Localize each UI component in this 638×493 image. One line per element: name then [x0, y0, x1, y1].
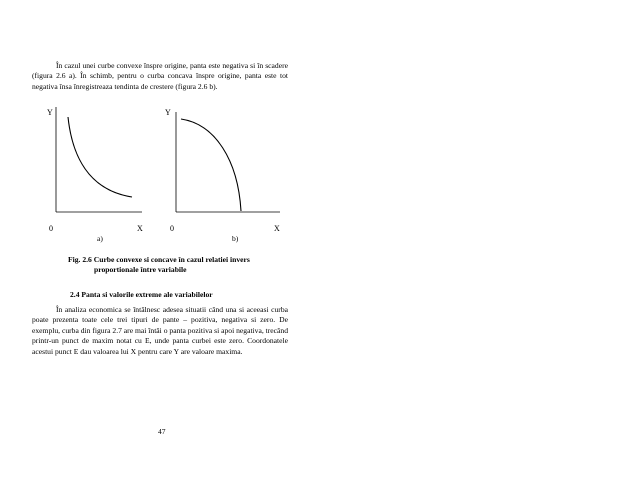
- section-heading: 2.4 Panta si valorile extreme ale variabilelor: [70, 290, 213, 299]
- left-origin-label: 0: [49, 224, 53, 233]
- body-paragraph: În analiza economica se întâlnesc adesea situatii când una si aceeasi curba poate prezenta toate cele trei tipuri de pante – pozitiva, negativa si zero. De exemplu, curba din figura 2.7 are mai întâi o panta pozitiva si apoi negativa, trecând printr-un punct de maxim notat cu E, unde panta curbei este zero. Coordonatele acestui punct E dau valoarea lui X pentru care Y are valoare maxima.: [32, 305, 288, 356]
- right-x-axis-label: X: [274, 224, 280, 233]
- concave-curve: [181, 119, 241, 211]
- left-y-axis-label: Y: [47, 108, 53, 117]
- left-sublabel: a): [97, 234, 103, 243]
- caption-line-1: Fig. 2.6 Curbe convexe si concave în cazul relatiei invers: [68, 255, 250, 264]
- caption-line-2: proportionale între variabile: [94, 265, 187, 275]
- figure-caption: [68, 255, 288, 276]
- right-origin-label: 0: [170, 224, 174, 233]
- page-number: 47: [158, 427, 166, 436]
- left-x-axis-label: X: [137, 224, 143, 233]
- convex-curve: [68, 117, 132, 197]
- intro-paragraph: În cazul unei curbe convexe înspre origine, panta este negativa si în scadere (figura 2.6 a). În schimb, pentru o curba concava înspre origine, panta este tot negativa însa înregistreaza tendinta de crestere (figura 2.6 b).: [32, 61, 288, 91]
- right-y-axis-label: Y: [165, 108, 171, 117]
- right-sublabel: b): [232, 234, 239, 243]
